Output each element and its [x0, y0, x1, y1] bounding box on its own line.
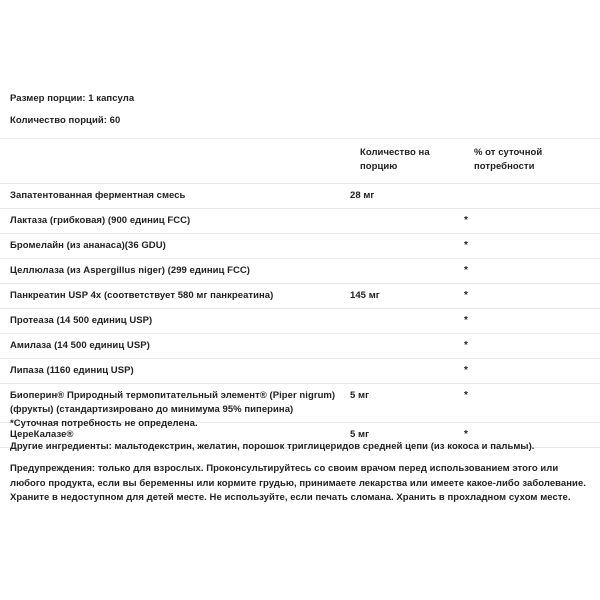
column-header-amount-per-serving: Количество на порцию [360, 147, 430, 172]
ingredient-percent-daily-value: * [464, 215, 468, 226]
ingredient-amount [350, 259, 464, 284]
ingredient-percent-daily-value [464, 184, 600, 209]
supplement-facts-table [0, 138, 600, 448]
table-row [0, 259, 600, 284]
table-row [0, 334, 600, 359]
other-ingredients-note: Другие ингредиенты: мальтодекстрин, желатин, порошок триглицеридов средней цепи (из кокоса и пальмы). [10, 440, 535, 452]
ingredient-name: Панкреатин USP 4x (соответствует 580 мг панкреатина) [10, 290, 274, 301]
ingredient-percent-daily-value: * [464, 240, 468, 251]
table-row [0, 184, 600, 209]
ingredient-name: Целлюлаза (из Aspergillus niger) (299 единиц FCC) [10, 265, 251, 276]
ingredient-percent-daily-value: * [464, 365, 468, 376]
ingredient-percent-daily-value: * [464, 340, 468, 351]
ingredient-amount [350, 309, 464, 334]
serving-information [0, 93, 600, 137]
footnotes [0, 417, 600, 506]
ingredient-name: Биоперин® Природный термопитательный элемент® (Piper nigrum) (фрукты) (стандартизировано до минимума 95% пиперина) [10, 390, 336, 415]
ingredient-amount: 5 мг [350, 390, 370, 401]
ingredient-name: Бромелайн (из ананаса)(36 GDU) [10, 240, 166, 251]
table-row [0, 234, 600, 259]
ingredient-amount [350, 359, 464, 384]
ingredient-name: Запатентованная ферментная смесь [10, 190, 186, 201]
ingredient-percent-daily-value: * [464, 429, 468, 440]
table-body [0, 184, 600, 448]
ingredient-percent-daily-value: * [464, 265, 468, 276]
table-header-row [0, 139, 600, 184]
ingredient-name: Протеаза (14 500 единиц USP) [10, 315, 153, 326]
daily-value-footnote: *Суточная потребность не определена. [10, 418, 198, 429]
table-header [0, 139, 600, 184]
ingredient-percent-daily-value: * [464, 315, 468, 326]
ingredient-name: ЦереКалазе® [10, 429, 74, 440]
table-row [0, 309, 600, 334]
ingredient-amount [350, 234, 464, 259]
ingredient-name: Липаза (1160 единиц USP) [10, 365, 134, 376]
ingredient-amount [350, 334, 464, 359]
column-header-ingredient [0, 139, 350, 184]
warnings-note: Предупреждения: только для взрослых. Проконсультируйтесь со своим врачом перед использованием этого или любого продукта, если вы беременны или кормите грудью, принимаете лекарства или имеете какое-либо заболевание. Храните в недоступном для детей месте. Не используйте, если печать сломана. Хранить в прохладном сухом месте. [10, 463, 586, 503]
table-row [0, 359, 600, 384]
serving-size-line: Размер порции: 1 капсула [10, 93, 135, 104]
ingredient-amount: 5 мг [350, 429, 370, 440]
ingredient-amount [350, 209, 464, 234]
ingredient-amount: 145 мг [350, 290, 380, 301]
ingredient-amount: 28 мг [350, 190, 375, 201]
ingredient-percent-daily-value: * [464, 290, 468, 301]
table-row [0, 209, 600, 234]
column-header-percent-daily-value: % от суточной потребности [474, 147, 543, 172]
servings-per-container-line: Количество порций: 60 [10, 115, 121, 126]
ingredient-percent-daily-value: * [464, 390, 468, 401]
table-row [0, 284, 600, 309]
ingredient-name: Амилаза (14 500 единиц USP) [10, 340, 150, 351]
ingredient-name: Лактаза (грибковая) (900 единиц FCC) [10, 215, 191, 226]
